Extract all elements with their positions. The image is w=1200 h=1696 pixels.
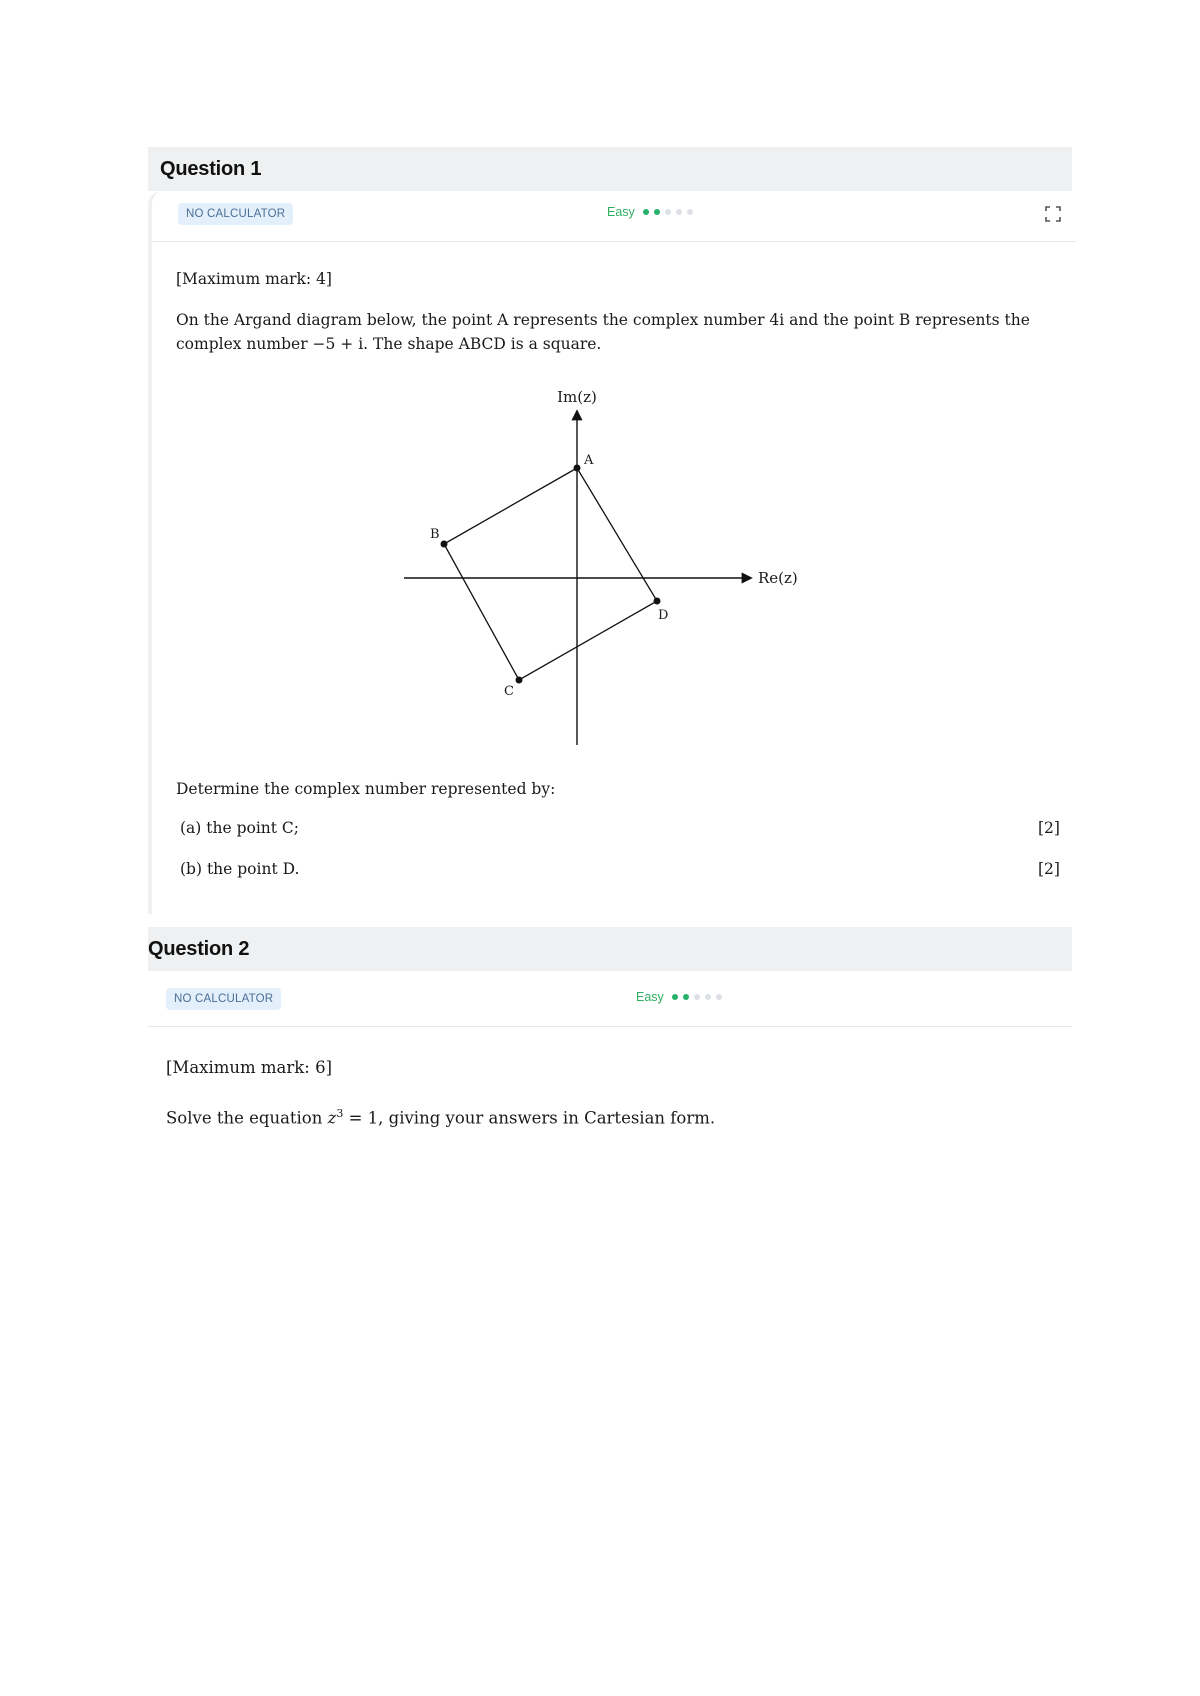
difficulty-dot <box>705 994 711 1000</box>
difficulty-dot <box>687 209 693 215</box>
point-a <box>574 465 581 472</box>
difficulty-dots <box>643 209 693 215</box>
point-b-label: B <box>430 527 440 542</box>
question-1-intro-line-1: On the Argand diagram below, the point A represents the complex number 4i and the point B represents the <box>176 311 1030 329</box>
difficulty-dots <box>672 994 722 1000</box>
difficulty-dot <box>716 994 722 1000</box>
part-b-marks: [2] <box>1038 860 1060 878</box>
question-2-max-mark: [Maximum mark: 6] <box>166 1058 333 1077</box>
equation-exponent: 3 <box>336 1107 344 1120</box>
difficulty-dot <box>654 209 660 215</box>
question-1-card <box>148 191 1076 914</box>
difficulty-dot <box>665 209 671 215</box>
question-2-card <box>148 971 1072 1161</box>
question-1-toolbar <box>152 191 1076 242</box>
difficulty-dot <box>676 209 682 215</box>
part-b-text: (b) the point D. <box>180 860 300 878</box>
question-2-toolbar <box>148 971 1072 1027</box>
equation-prefix: Solve the equation <box>166 1108 328 1128</box>
no-calculator-badge: NO CALCULATOR <box>178 203 293 225</box>
point-c-label: C <box>504 684 514 699</box>
expand-icon[interactable] <box>1044 205 1062 223</box>
equation-suffix: = 1, giving your answers in Cartesian form. <box>343 1108 716 1128</box>
difficulty-label: Easy <box>636 990 664 1004</box>
question-1-prompt: Determine the complex number represented by: <box>176 780 556 798</box>
point-b <box>441 541 448 548</box>
argand-diagram <box>392 378 812 748</box>
difficulty-dot <box>672 994 678 1000</box>
difficulty-indicator <box>636 990 722 1004</box>
part-a-marks: [2] <box>1038 819 1060 837</box>
question-1-max-mark: [Maximum mark: 4] <box>176 270 332 288</box>
square-abcd <box>444 468 657 680</box>
equation-variable: z <box>327 1108 337 1128</box>
point-a-label: A <box>584 453 594 468</box>
question-2-equation-text <box>166 1102 715 1131</box>
part-a-text: (a) the point C; <box>180 819 300 837</box>
difficulty-dot <box>694 994 700 1000</box>
difficulty-dot <box>643 209 649 215</box>
point-d <box>654 598 661 605</box>
question-2-header <box>148 927 1072 971</box>
question-1-header <box>148 147 1072 191</box>
question-2-title: Question 2 <box>148 937 250 960</box>
difficulty-indicator <box>607 205 693 219</box>
difficulty-label: Easy <box>607 205 635 219</box>
real-axis-label: Re(z) <box>758 569 798 587</box>
question-1-title: Question 1 <box>160 157 262 180</box>
imag-axis-label: Im(z) <box>557 388 597 406</box>
difficulty-dot <box>683 994 689 1000</box>
no-calculator-badge: NO CALCULATOR <box>166 988 281 1010</box>
point-d-label: D <box>658 608 669 623</box>
point-c <box>516 677 523 684</box>
question-1-intro-line-2: complex number −5 + i. The shape ABCD is a square. <box>176 335 602 353</box>
